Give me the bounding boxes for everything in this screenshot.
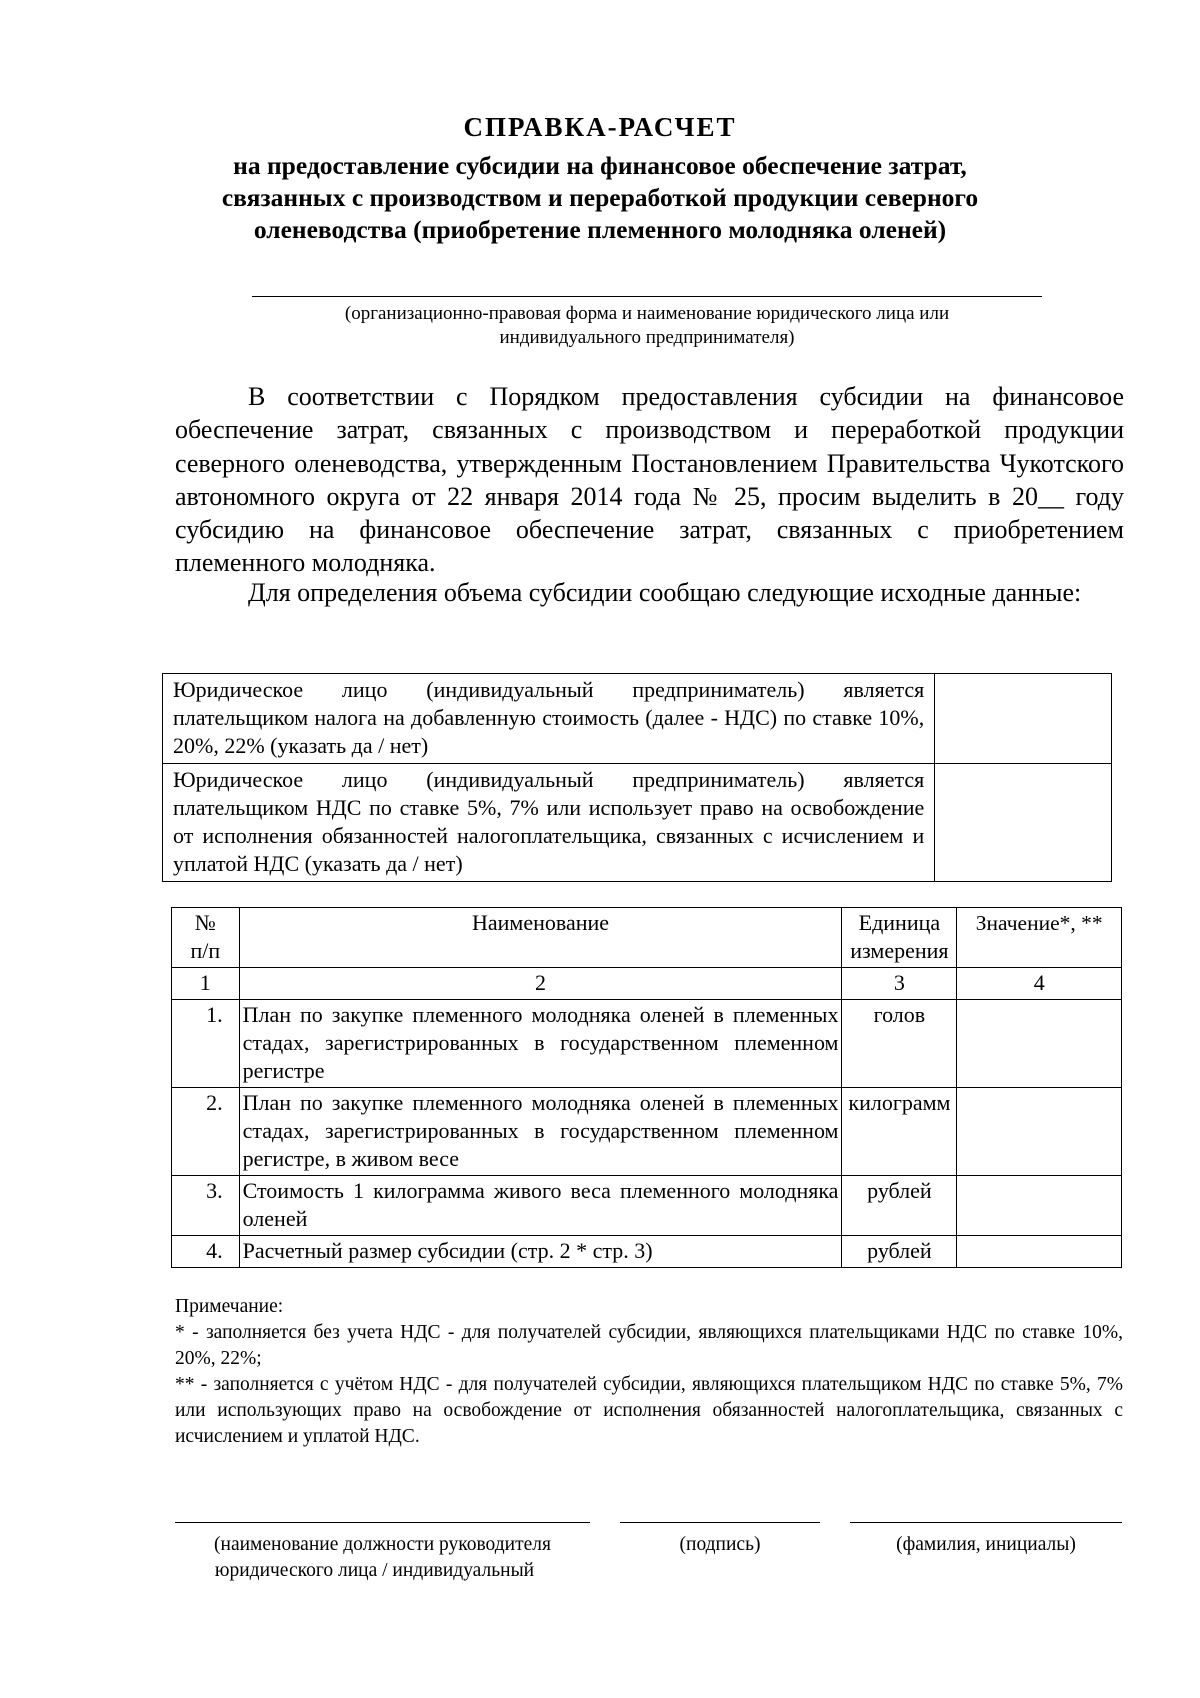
caption-line: (наименование должности руководителя (214, 1534, 551, 1555)
row-number: 1. (172, 1000, 240, 1088)
table-header-row (172, 908, 1122, 968)
table-row (163, 764, 1112, 882)
data-intro-paragraph: Для определения объема субсидии сообщаю следующие исходные данные: (248, 578, 1082, 607)
table-row (172, 1176, 1122, 1236)
column-number: 1 (172, 968, 240, 1000)
header-name: Наименование (239, 908, 842, 968)
column-number: 4 (957, 968, 1122, 1000)
caption-line: индивидуального предпринимателя) (499, 327, 795, 348)
row-number: 3. (172, 1176, 240, 1236)
signature-caption: (подпись) (679, 1534, 761, 1555)
organization-blank-line[interactable] (252, 296, 1042, 297)
table-row (172, 1236, 1122, 1268)
header-value: Значение*, ** (957, 908, 1122, 968)
row-name: План по закупке племенного молодняка оленей в племенных стадах, зарегистрированных в государственном племенном регистре, в живом весе (239, 1088, 842, 1176)
notes-section (175, 1294, 1123, 1450)
vat-answer-cell[interactable] (935, 764, 1112, 882)
document-subtitle (200, 150, 1000, 246)
row-name: Расчетный размер субсидии (стр. 2 * стр. 3) (239, 1236, 842, 1268)
row-value-cell[interactable] (957, 1000, 1122, 1088)
organization-caption (252, 302, 1042, 350)
row-unit: рублей (842, 1236, 957, 1268)
column-number-row (172, 968, 1122, 1000)
calculation-table (171, 907, 1122, 1268)
header-unit (842, 908, 957, 968)
row-unit: килограмм (842, 1088, 957, 1176)
row-name: Стоимость 1 килограмма живого веса племенного молодняка оленей (239, 1176, 842, 1236)
name-blank-line[interactable] (850, 1522, 1122, 1523)
vat-question-cell: Юридическое лицо (индивидуальный предприниматель) является плательщиком НДС по ставке 5%, 7% или использует право на освобождение от исполнения обязанностей налогоплательщика, связанных с исчислением и уплатой НДС (указать да / нет) (163, 764, 935, 882)
subtitle-line: на предоставление субсидии на финансовое обеспечение затрат, (233, 151, 967, 180)
vat-answer-cell[interactable] (935, 674, 1112, 764)
row-value-cell[interactable] (957, 1176, 1122, 1236)
vat-status-table (162, 673, 1112, 882)
column-number: 3 (842, 968, 957, 1000)
subtitle-line: оленеводства (приобретение племенного молодняка оленей) (253, 215, 947, 244)
header-unit-line: измерения (850, 938, 949, 963)
caption-line: юридического лица / индивидуальный (214, 1560, 535, 1581)
caption-line: (организационно-правовая форма и наименование юридического лица или (344, 303, 950, 324)
request-paragraph: В соответствии с Порядком предоставления субсидии на финансовое обеспечение затрат, связанных с производством и переработкой продукции северного оленеводства, утвержденным Постановлением Правительства Чукотского автономного округа от 22 января 2014 года № 25, просим выделить в 20__ году субсидию на финансовое обеспечение затрат, связанных с приобретением племенного молодняка. (175, 382, 1124, 578)
name-caption: (фамилия, инициалы) (896, 1534, 1076, 1555)
table-row (163, 674, 1112, 764)
position-blank-line[interactable] (175, 1522, 590, 1523)
row-number: 2. (172, 1088, 240, 1176)
document-title: СПРАВКА-РАСЧЕТ (463, 112, 737, 142)
header-number-line: № (194, 910, 216, 935)
row-value-cell[interactable] (957, 1088, 1122, 1176)
signature-blank-line[interactable] (620, 1522, 820, 1523)
table-row (172, 1000, 1122, 1088)
vat-question-cell: Юридическое лицо (индивидуальный предприниматель) является плательщиком налога на добавленную стоимость (далее - НДС) по ставке 10%, 20%, 22% (указать да / нет) (163, 674, 935, 764)
column-number: 2 (239, 968, 842, 1000)
row-number: 4. (172, 1236, 240, 1268)
header-unit-line: Единица (858, 910, 941, 935)
row-unit: рублей (842, 1176, 957, 1236)
note-item: * - заполняется без учета НДС - для получателей субсидии, являющихся плательщиками НДС по ставке 10%, 20%, 22%; (175, 1322, 1123, 1369)
row-value-cell[interactable] (957, 1236, 1122, 1268)
header-number-line: п/п (190, 938, 221, 963)
table-row (172, 1088, 1122, 1176)
row-name: План по закупке племенного молодняка оленей в племенных стадах, зарегистрированных в государственном племенном регистре (239, 1000, 842, 1088)
row-unit: голов (842, 1000, 957, 1088)
subtitle-line: связанных с производством и переработкой продукции северного (221, 183, 979, 212)
header-number (172, 908, 240, 968)
position-caption (175, 1532, 590, 1584)
note-item: ** - заполняется с учётом НДС - для получателей субсидии, являющихся плательщиком НДС по ставке 5%, 7% или использующих право на освобождение от исполнения обязанностей налогоплательщика, связанных с исчислением и уплатой НДС. (175, 1374, 1123, 1447)
notes-heading: Примечание: (175, 1296, 284, 1317)
